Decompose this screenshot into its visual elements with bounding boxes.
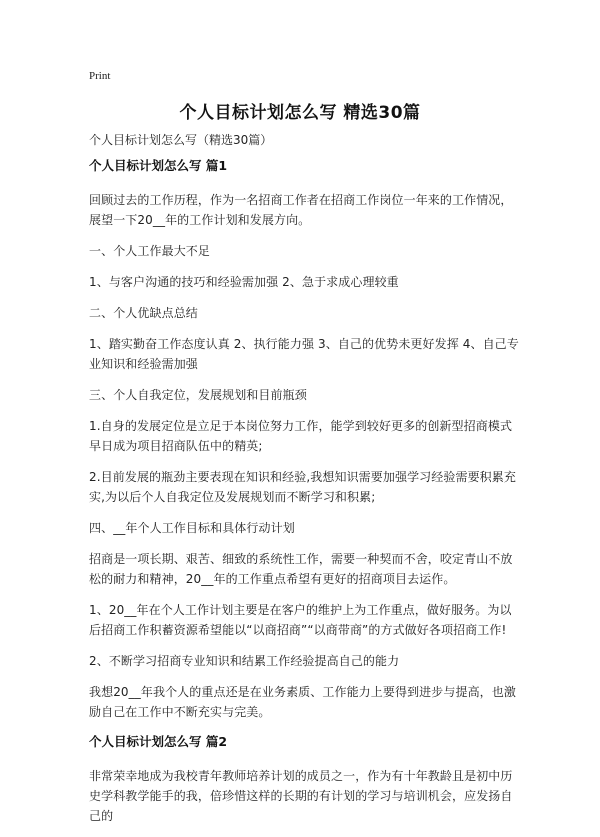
paragraph: 二、个人优缺点总结 bbox=[89, 306, 198, 320]
section-heading: 个人目标计划怎么写 篇2 bbox=[89, 734, 228, 749]
page-title: 个人目标计划怎么写 精选30篇 bbox=[179, 103, 421, 123]
paragraph: 招商是一项长期、艰苦、细致的系统性工作，需要一种契而不舍，咬定青山不放松的耐力和精神，20__年的工作重点希望有更好的招商项目去运作。 bbox=[89, 552, 513, 586]
paragraph: 一、个人工作最大不足 bbox=[89, 244, 211, 258]
document-content bbox=[89, 157, 519, 837]
paragraph: 2、不断学习招商专业知识和结累工作经验提高自己的能力 bbox=[89, 654, 400, 668]
paragraph: 非常荣幸地成为我校青年教师培养计划的成员之一，作为有十年教龄且是初中历史学科教学能手的我，倍珍惜这样的长期的有计划的学习与培训机会，应发扬自己的 bbox=[89, 769, 513, 823]
paragraph: 三、个人自我定位，发展规划和目前瓶颈 bbox=[89, 388, 307, 402]
print-label[interactable]: Print bbox=[89, 70, 111, 82]
paragraph: 我想20__年我个人的重点还是在业务素质、工作能力上要得到进步与提高，也激励自己在工作中不断充实与完美。 bbox=[89, 685, 516, 719]
paragraph: 四、__年个人工作目标和具体行动计划 bbox=[89, 521, 295, 535]
paragraph: 1、20__年在个人工作计划主要是在客户的维护上为工作重点，做好服务。为以后招商工作积蓄资源希望能以“以商招商”“以商带商”的方式做好各项招商工作! bbox=[89, 603, 512, 637]
paragraph: 1、与客户沟通的技巧和经验需加强 2、急于求成心理较重 bbox=[89, 275, 399, 289]
paragraph: 2.目前发展的瓶劲主要表现在知识和经验,我想知识需要加强学习经验需要积累充实,为以后个人自我定位及发展规划而不断学习和积累; bbox=[89, 470, 516, 504]
document-subtitle: 个人目标计划怎么写（精选30篇） bbox=[89, 133, 273, 147]
section-heading: 个人目标计划怎么写 篇1 bbox=[89, 158, 228, 173]
paragraph: 1、踏实勤奋工作态度认真 2、执行能力强 3、自己的优势未更好发挥 4、自己专业知识和经验需加强 bbox=[89, 337, 519, 371]
paragraph: 回顾过去的工作历程，作为一名招商工作者在招商工作岗位一年来的工作情况，展望一下20__年的工作计划和发展方向。 bbox=[89, 193, 513, 227]
paragraph: 1.自身的发展定位是立足于本岗位努力工作，能学到较好更多的创新型招商模式早日成为项目招商队伍中的精英; bbox=[89, 419, 513, 453]
